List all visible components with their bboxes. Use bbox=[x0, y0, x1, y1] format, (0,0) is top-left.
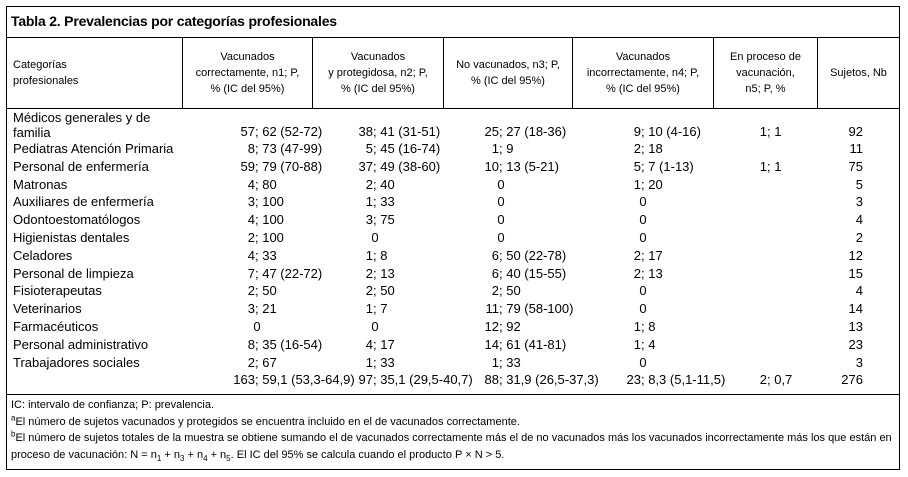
category-cell: Pediatras Atención Primaria bbox=[13, 141, 174, 156]
value-cell: 0 bbox=[497, 229, 505, 245]
header-vacunados-correctamente bbox=[183, 38, 312, 108]
header-vacunados-protegidos bbox=[313, 38, 443, 108]
value-cell: 1; 33 bbox=[365, 194, 395, 210]
table-row bbox=[7, 110, 899, 140]
value-cell: 11; 79 (58-100) bbox=[485, 301, 574, 317]
value-cell: 10; 13 (5-21) bbox=[484, 158, 559, 174]
value-cell: 163; 59,1 (53,3-64,9) bbox=[233, 372, 355, 388]
header-en-proceso bbox=[714, 38, 817, 108]
value-cell: 2; 50 bbox=[247, 283, 277, 299]
value-cell: 0 bbox=[497, 194, 505, 210]
header-c1-line2: correctamente, n1; P, bbox=[195, 67, 300, 79]
header-c5-line3: n5; P, % bbox=[745, 83, 786, 95]
category-cell: Personal administrativo bbox=[13, 336, 149, 352]
value-cell: 1; 20 bbox=[633, 176, 663, 192]
value-cell: 1; 33 bbox=[365, 354, 395, 370]
header-c2-line3: % (IC del 95%) bbox=[341, 83, 415, 95]
value-cell: 1; 8 bbox=[633, 318, 656, 334]
table-row bbox=[7, 282, 899, 300]
subjects-cell: 75 bbox=[848, 158, 863, 174]
header-sujetos bbox=[818, 38, 899, 108]
value-cell: 1; 33 bbox=[491, 354, 521, 370]
category-cell: Odontoestomatólogos bbox=[13, 212, 141, 228]
value-cell: 38; 41 (31-51) bbox=[358, 124, 441, 139]
value-cell: 2; 67 bbox=[247, 354, 277, 370]
header-divider bbox=[7, 108, 899, 109]
header-c6-line1: Sujetos, Nb bbox=[830, 67, 887, 79]
value-cell: 1; 9 bbox=[491, 141, 514, 156]
value-cell: 2; 18 bbox=[633, 141, 663, 156]
header-c2-line1: Vacunados bbox=[350, 51, 406, 63]
value-cell: 3; 100 bbox=[247, 194, 284, 210]
table-row bbox=[7, 265, 899, 283]
value-cell: 2; 13 bbox=[633, 265, 663, 281]
table-row bbox=[7, 193, 899, 211]
header-categorias bbox=[13, 38, 181, 108]
header-c1-line1: Vacunados bbox=[220, 51, 275, 63]
category-cell: Auxiliares de enfermería bbox=[13, 194, 154, 210]
footnote-a-marker: a bbox=[11, 412, 16, 422]
value-cell: 37; 49 (38-60) bbox=[358, 158, 441, 174]
category-cell: Matronas bbox=[13, 176, 68, 192]
table-row bbox=[7, 229, 899, 247]
value-cell: 0 bbox=[639, 229, 647, 245]
value-cell: 14; 61 (41-81) bbox=[484, 336, 567, 352]
subjects-cell: 2 bbox=[855, 229, 863, 245]
value-cell: 5; 7 (1-13) bbox=[633, 158, 694, 174]
value-cell: 4; 17 bbox=[365, 336, 395, 352]
category-cell: Personal de enfermería bbox=[13, 158, 149, 174]
value-cell: 7; 47 (22-72) bbox=[247, 265, 323, 281]
subjects-cell: 276 bbox=[841, 372, 863, 388]
table-row bbox=[7, 176, 899, 194]
value-cell: 0 bbox=[639, 354, 647, 370]
table-row bbox=[7, 354, 899, 372]
value-cell: 2; 13 bbox=[365, 265, 395, 281]
header-c4-line3: % (IC del 95%) bbox=[606, 83, 680, 95]
value-cell: 1; 1 bbox=[759, 124, 782, 139]
subjects-cell: 5 bbox=[855, 176, 863, 192]
value-cell: 0 bbox=[639, 212, 647, 228]
value-cell: 5; 45 (16-74) bbox=[365, 141, 441, 156]
header-c1-line3: % (IC del 95%) bbox=[210, 83, 285, 95]
value-cell: 0 bbox=[497, 176, 505, 192]
subjects-cell: 3 bbox=[855, 194, 863, 210]
value-cell: 4; 100 bbox=[247, 212, 284, 228]
value-cell: 23; 8,3 (5,1-11,5) bbox=[626, 372, 726, 388]
subjects-cell: 3 bbox=[855, 354, 863, 370]
table-row bbox=[7, 371, 899, 389]
category-cell: Celadores bbox=[13, 247, 73, 263]
value-cell: 25; 27 (18-36) bbox=[484, 124, 567, 139]
value-cell: 59; 79 (70-88) bbox=[240, 158, 323, 174]
value-cell: 12; 92 bbox=[484, 318, 521, 334]
table-bottom-divider bbox=[7, 394, 899, 395]
header-categorias-line1: Categorías bbox=[13, 59, 67, 71]
subjects-cell: 92 bbox=[848, 124, 863, 139]
value-cell: 4; 80 bbox=[247, 176, 277, 192]
value-cell: 2; 17 bbox=[633, 247, 663, 263]
category-cell: Higienistas dentales bbox=[13, 229, 130, 245]
value-cell: 3; 21 bbox=[247, 301, 277, 317]
value-cell: 3; 75 bbox=[365, 212, 395, 228]
header-vacunados-incorrectamente bbox=[573, 38, 713, 108]
value-cell: 2; 50 bbox=[365, 283, 395, 299]
table-row bbox=[7, 158, 899, 176]
value-cell: 2; 50 bbox=[491, 283, 521, 299]
value-cell: 8; 73 (47-99) bbox=[247, 141, 323, 156]
header-c5-line2: vacunación, bbox=[736, 67, 795, 79]
subjects-cell: 12 bbox=[848, 247, 863, 263]
header-c5-line1: En proceso de bbox=[730, 51, 801, 63]
header-c4-line2: incorrectamente, n4; P, bbox=[586, 67, 700, 79]
value-cell: 0 bbox=[371, 318, 379, 334]
table-frame bbox=[6, 6, 900, 470]
header-c3-line2: % (IC del 95%) bbox=[471, 75, 545, 87]
footnote-a: $^a$El número de sujetos vacunados y protegidos se encuentra incluido en el de vacunados correctamente. bbox=[11, 412, 520, 428]
header-c2-line2: y protegidosa, n2; P, bbox=[328, 67, 428, 79]
table-title: Tabla 2. Prevalencias por categorías profesionales bbox=[11, 13, 337, 29]
value-cell: 0 bbox=[371, 229, 379, 245]
subjects-cell: 4 bbox=[855, 283, 863, 299]
value-cell: 1; 1 bbox=[759, 158, 782, 174]
footnotes bbox=[11, 397, 896, 463]
value-cell: 88; 31,9 (26,5-37,3) bbox=[484, 372, 599, 388]
category-cell: Médicos generales y de familia bbox=[13, 110, 151, 140]
value-cell: 1; 4 bbox=[633, 336, 656, 352]
value-cell: 9; 10 (4-16) bbox=[633, 124, 701, 139]
header-no-vacunados bbox=[444, 38, 572, 108]
value-cell: 4; 33 bbox=[247, 247, 277, 263]
value-cell: 0 bbox=[639, 283, 647, 299]
value-cell: 2; 40 bbox=[365, 176, 395, 192]
subjects-cell: 14 bbox=[848, 301, 863, 317]
table-row bbox=[7, 211, 899, 229]
category-cell: Farmacéuticos bbox=[13, 318, 99, 334]
value-cell: 1; 7 bbox=[365, 301, 388, 317]
header-categorias-line2: profesionales bbox=[13, 75, 79, 87]
table-row bbox=[7, 336, 899, 354]
footnote-b: $^b$El número de sujetos totales de la muestra se obtiene sumando el de vacunados correctamente más el de no vacunados más los vacunados incorrectamente más los que están en proceso de vacunación: $N = n_1 + n_3 + n_4 + n_5$. El IC del 95% se calcula cuando el producto P × N > 5. bbox=[11, 429, 892, 463]
header-c3-line1: No vacunados, n3; P, bbox=[456, 59, 560, 71]
table-row bbox=[7, 247, 899, 265]
footnote-abbreviations: IC: intervalo de confianza; P: prevalencia. bbox=[11, 399, 215, 411]
category-cell: Fisioterapeutas bbox=[13, 283, 102, 299]
category-cell: Personal de limpieza bbox=[13, 265, 134, 281]
category-cell: Veterinarios bbox=[13, 301, 82, 317]
value-cell: 6; 50 (22-78) bbox=[491, 247, 567, 263]
value-cell: 0 bbox=[253, 318, 261, 334]
subjects-cell: 4 bbox=[855, 212, 863, 228]
value-cell: 6; 40 (15-55) bbox=[491, 265, 567, 281]
subjects-cell: 23 bbox=[848, 336, 863, 352]
value-cell: 2; 0,7 bbox=[759, 372, 793, 388]
value-cell: 0 bbox=[639, 301, 647, 317]
header-c4-line1: Vacunados bbox=[615, 51, 671, 63]
subjects-cell: 13 bbox=[848, 318, 863, 334]
table-row bbox=[7, 140, 899, 158]
footnote-b-marker: b bbox=[11, 429, 16, 439]
category-cell: Trabajadores sociales bbox=[13, 354, 140, 370]
value-cell: 2; 100 bbox=[247, 229, 284, 245]
subjects-cell: 15 bbox=[848, 265, 863, 281]
subjects-cell: 11 bbox=[849, 141, 863, 156]
value-cell: 0 bbox=[639, 194, 647, 210]
value-cell: 97; 35,1 (29,5-40,7) bbox=[358, 372, 473, 388]
value-cell: 0 bbox=[497, 212, 505, 228]
table-row bbox=[7, 300, 899, 318]
table-row bbox=[7, 318, 899, 336]
value-cell: 1; 8 bbox=[365, 247, 388, 263]
value-cell: 57; 62 (52-72) bbox=[240, 124, 323, 139]
table-body bbox=[7, 110, 899, 389]
value-cell: 8; 35 (16-54) bbox=[247, 336, 323, 352]
